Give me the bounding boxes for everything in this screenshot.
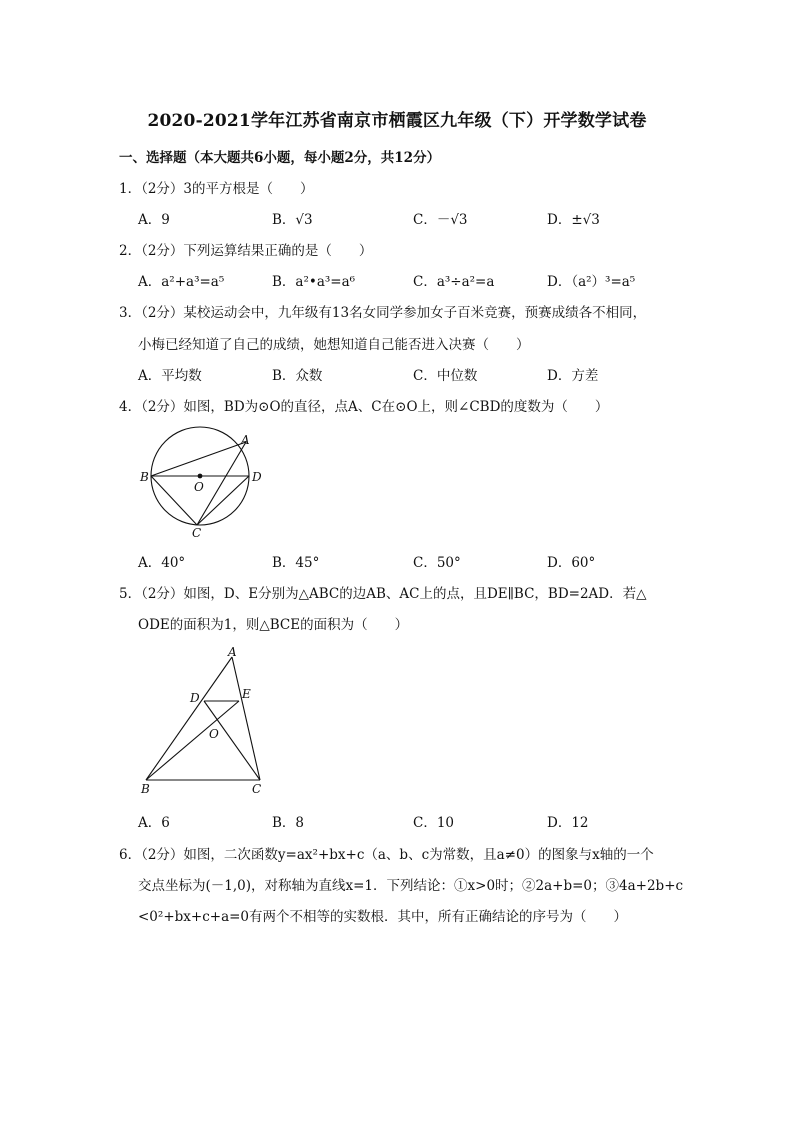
q3-option-c[interactable]: C．中位数	[413, 368, 478, 384]
q1-option-a[interactable]: A．9	[138, 212, 170, 228]
label-D: D	[190, 691, 200, 705]
q1-option-b[interactable]: B．√3	[272, 212, 313, 228]
q3-option-b[interactable]: B．众数	[272, 368, 323, 384]
label-O: O	[209, 727, 219, 741]
question-3: 3．（2分）某校运动会中，九年级有13名女同学参加女子百米竞赛，预赛成绩各不相同，	[119, 305, 647, 321]
question-6: 6．（2分）如图，二次函数y=ax²+bx+c（a、b、c为常数，且a≠0）的图象与x轴的一个	[119, 847, 654, 863]
question-5-cont: ODE的面积为1，则△BCE的面积为（ ）	[138, 617, 409, 633]
q2-option-b[interactable]: B．a²•a³=a⁶	[272, 274, 356, 290]
q5-option-d[interactable]: D．12	[547, 815, 589, 831]
label-B: B	[141, 782, 150, 796]
question-4: 4．（2分）如图，BD为⊙O的直径，点A、C在⊙O上，则∠CBD的度数为（ ）	[119, 399, 609, 415]
question-2: 2．（2分）下列运算结果正确的是（ ）	[119, 243, 373, 259]
page-title: 2020-2021学年江苏省南京市栖霞区九年级（下）开学数学试卷	[147, 111, 647, 131]
q5-option-a[interactable]: A．6	[138, 815, 170, 831]
question-3-cont: 小梅已经知道了自己的成绩，她想知道自己能否进入决赛（ ）	[138, 337, 530, 353]
q1-option-c[interactable]: C．－√3	[413, 212, 468, 228]
circle-figure	[136, 425, 271, 540]
q4-option-c[interactable]: C．50°	[413, 555, 461, 571]
q5-option-b[interactable]: B．8	[272, 815, 305, 831]
label-C: C	[192, 526, 202, 540]
label-D: D	[252, 470, 262, 484]
label-E: E	[242, 687, 251, 701]
q4-option-b[interactable]: B．45°	[272, 555, 320, 571]
label-O: O	[194, 480, 204, 494]
label-A: A	[241, 433, 250, 447]
label-B: B	[140, 470, 149, 484]
q2-option-a[interactable]: A．a²+a³=a⁵	[138, 274, 225, 290]
question-1: 1．（2分）3的平方根是（ ）	[119, 181, 314, 197]
q2-option-c[interactable]: C．a³÷a²=a	[413, 274, 495, 290]
triangle-figure	[136, 640, 276, 800]
q3-option-a[interactable]: A．平均数	[138, 368, 202, 384]
q2-option-d[interactable]: D．（a²）³=a⁵	[547, 274, 636, 290]
section-heading: 一、选择题（本大题共6小题，每小题2分，共12分）	[119, 150, 441, 166]
question-6-cont-2: <0²+bx+c+a=0有两个不相等的实数根．其中，所有正确结论的序号为（ ）	[138, 909, 628, 925]
q5-option-c[interactable]: C．10	[413, 815, 455, 831]
label-C: C	[252, 782, 262, 796]
q3-option-d[interactable]: D．方差	[547, 368, 599, 384]
q4-option-a[interactable]: A．40°	[138, 555, 186, 571]
question-6-cont: 交点坐标为(－1,0)，对称轴为直线x=1．下列结论：①x>0时；②2a+b=0；③4a+2b+c	[138, 878, 684, 894]
q4-option-d[interactable]: D．60°	[547, 555, 596, 571]
label-A: A	[228, 645, 237, 659]
question-5: 5．（2分）如图，D、E分别为△ABC的边AB、AC上的点，且DE∥BC，BD=2AD．若△	[119, 586, 647, 602]
q1-option-d[interactable]: D．±√3	[547, 212, 600, 228]
